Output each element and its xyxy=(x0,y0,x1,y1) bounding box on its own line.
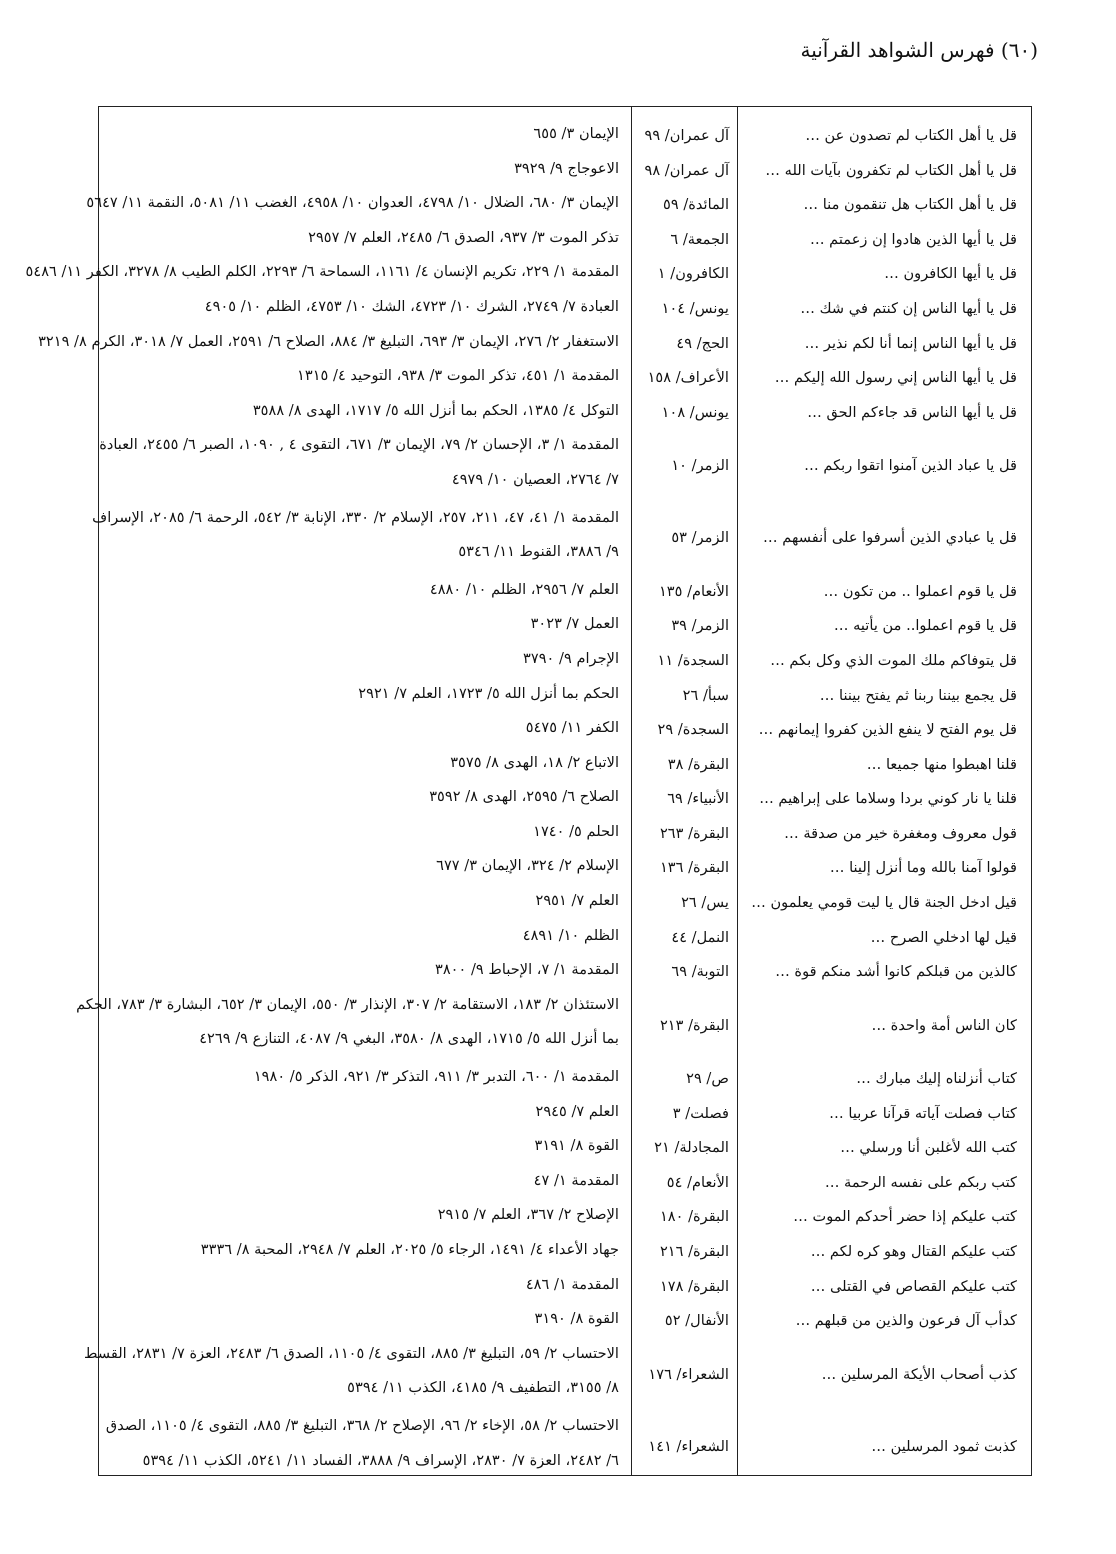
topic-line: تذكر الموت ٣/ ٩٣٧، الصدق ٦/ ٢٤٨٥، العلم ٧/ ٢٩٥٧ xyxy=(308,228,619,246)
ayah-fragment: قل يا عباد الذين آمنوا اتقوا ربكم … xyxy=(804,457,1017,475)
topic-line: الاتباع ٢/ ١٨، الهدى ٨/ ٣٥٧٥ xyxy=(450,753,619,771)
index-row xyxy=(99,644,1031,679)
sura-reference: الأنفال/ ٥٢ xyxy=(664,1312,729,1330)
sura-reference: ص/ ٢٩ xyxy=(686,1070,729,1088)
topic-line: ٨/ ٣١٥٥، التطفيف ٩/ ٤١٨٥، الكذب ١١/ ٥٣٩٤ xyxy=(347,1379,619,1397)
ayah-fragment: كتب الله لأغلبن أنا ورسلي … xyxy=(840,1139,1017,1157)
topic-line: الظلم ١٠/ ٤٨٩١ xyxy=(522,926,619,944)
topic-line: الاحتساب ٢/ ٥٩، التبليغ ٣/ ٨٨٥، التقوى ٤/ ١١٠٥، الصدق ٦/ ٢٤٨٣، العزة ٧/ ٢٨٣١، القسط xyxy=(83,1344,619,1362)
sura-reference: البقرة/ ١٨٠ xyxy=(659,1208,729,1226)
index-row xyxy=(99,955,1031,990)
sura-reference: فصلت/ ٣ xyxy=(672,1104,729,1122)
ayah-fragment: قل يا أيها الناس إني رسول الله إليكم … xyxy=(774,369,1017,387)
sura-reference: البقرة/ ٢١٣ xyxy=(659,1016,729,1034)
topic-references xyxy=(83,1344,619,1414)
ayah-fragment: قل يتوفاكم ملك الموت الذي وكل بكم … xyxy=(770,651,1017,669)
topic-line: العلم ٧/ ٢٩٥٦، الظلم ١٠/ ٤٨٨٠ xyxy=(429,580,619,598)
index-row xyxy=(99,1097,1031,1132)
ayah-fragment: قل يا أهل الكتاب هل تنقمون منا … xyxy=(803,196,1017,214)
index-row xyxy=(99,1235,1031,1270)
sura-reference: الزمر/ ٥٣ xyxy=(671,529,729,547)
ayah-fragment: كذب أصحاب الأيكة المرسلين … xyxy=(821,1365,1017,1383)
ayah-fragment: كتب عليكم القصاص في القتلى … xyxy=(810,1277,1017,1295)
index-row xyxy=(38,327,1031,362)
index-row xyxy=(99,748,1031,783)
index-row xyxy=(99,1062,1031,1097)
topic-line: الحكم بما أنزل الله ٥/ ١٧٢٣، العلم ٧/ ٢٩٢١ xyxy=(358,684,619,702)
index-row xyxy=(99,154,1031,189)
index-table xyxy=(25,106,1032,1476)
sura-reference: الكافرون/ ١ xyxy=(657,265,729,283)
sura-reference: الشعراء/ ١٤١ xyxy=(648,1437,729,1455)
index-row xyxy=(99,609,1031,644)
ayah-fragment: قل يا أيها الكافرون … xyxy=(884,265,1017,283)
sura-reference: السجدة/ ٢٩ xyxy=(657,721,729,739)
ayah-fragment: قل يا عبادي الذين أسرفوا على أنفسهم … xyxy=(763,529,1017,547)
topic-line: ٦/ ٢٤٨٢، العزة ٧/ ٢٨٣٠، الإسراف ٩/ ٣٨٨٨، الفساد ١١/ ٥٢٤١، الكذب ١١/ ٥٣٩٤ xyxy=(142,1451,619,1469)
ayah-fragment: قل يا قوم اعملوا.. من يأتيه … xyxy=(833,617,1017,635)
sura-reference: الأنبياء/ ٦٩ xyxy=(667,790,729,808)
ayah-fragment: قلنا اهبطوا منها جميعا … xyxy=(866,755,1017,773)
sura-reference: الحج/ ٤٩ xyxy=(676,334,729,352)
index-row xyxy=(99,361,1031,396)
topic-line: المقدمة ١/ ٢٢٩، تكريم الإنسان ٤/ ١١٦١، السماحة ٦/ ٢٢٩٣، الكلم الطيب ٨/ ٣٢٧٨، الكفر ١١/ ٥٤٨٦ xyxy=(25,263,619,281)
ayah-fragment: كتاب أنزلناه إليك مبارك … xyxy=(856,1070,1017,1088)
index-row xyxy=(99,575,1031,610)
ayah-fragment: كتب عليكم القتال وهو كره لكم … xyxy=(810,1243,1017,1260)
ayah-fragment: قل يا أهل الكتاب لم تكفرون بآيات الله … xyxy=(765,161,1017,179)
page-header xyxy=(800,38,1038,62)
sura-reference: المجادلة/ ٢١ xyxy=(654,1139,729,1157)
page-number: (٦٠) xyxy=(1000,38,1038,62)
ayah-fragment: قل يا أيها الذين هادوا إن زعمتم … xyxy=(809,230,1017,248)
topic-line: بما أنزل الله ٥/ ١٧١٥، الهدى ٨/ ٣٥٨٠، البغي ٩/ ٤٠٨٧، التنازع ٩/ ٤٢٦٩ xyxy=(199,1030,619,1048)
topic-line: الاستغفار ٢/ ٢٧٦، الإيمان ٣/ ٦٩٣، التبليغ ٣/ ٨٨٤، الصلاح ٦/ ٢٥٩١، العمل ٧/ ٣٠١٨، الكرم ٨/ ٣٢١٩ xyxy=(38,332,619,350)
topic-line: جهاد الأعداء ٤/ ١٤٩١، الرجاء ٥/ ٢٠٢٥، العلم ٧/ ٢٩٤٨، المحبة ٨/ ٣٣٣٦ xyxy=(200,1241,619,1258)
ayah-fragment: كالذين من قبلكم كانوا أشد منكم قوة … xyxy=(775,963,1017,981)
sura-reference: البقرة/ ٢٦٣ xyxy=(659,824,729,842)
index-row xyxy=(92,503,1031,575)
topic-line: المقدمة ١/ ٤١، ٤٧، ٢١١، ٢٥٧، الإسلام ٢/ ٣٣٠، الإنابة ٣/ ٥٤٢، الرحمة ٦/ ٢٠٨٥، الإسراف xyxy=(92,508,619,526)
ayah-fragment: قل يا أيها الناس إن كنتم في شك … xyxy=(800,299,1017,317)
index-row xyxy=(86,188,1031,223)
topic-line: العمل ٧/ ٣٠٢٣ xyxy=(530,615,619,633)
ayah-fragment: كتب عليكم إذا حضر أحدكم الموت … xyxy=(793,1208,1017,1226)
topic-line: العلم ٧/ ٢٩٥١ xyxy=(535,892,619,910)
topic-line: المقدمة ١/ ٦٠٠، التدبر ٣/ ٩١١، التذكر ٣/ ٩٢١، الذكر ٥/ ١٩٨٠ xyxy=(253,1068,619,1086)
index-row xyxy=(83,1339,1031,1411)
topic-line: الكفر ١١/ ٥٤٧٥ xyxy=(525,719,619,737)
ayah-fragment: قول معروف ومغفرة خير من صدقة … xyxy=(784,824,1017,842)
running-title: فهرس الشواهد القرآنية xyxy=(800,38,995,62)
sura-reference: الأعراف/ ١٥٨ xyxy=(647,369,729,387)
sura-reference: الجمعة/ ٦ xyxy=(670,230,729,248)
topic-line: المقدمة ١/ ٣، الإحسان ٢/ ٧٩، الإيمان ٣/ ٦٧١، التقوى ٤ , ١٠٩٠، الصبر ٦/ ٢٤٥٥، العبادة xyxy=(99,436,619,454)
topic-line: الاستئذان ٢/ ١٨٣، الاستقامة ٢/ ٣٠٧، الإنذار ٣/ ٥٥٠، الإيمان ٣/ ٦٥٢، البشارة ٣/ ٧٨٣، الحكم xyxy=(76,995,619,1013)
index-row xyxy=(99,119,1031,154)
ayah-fragment: قلنا يا نار كوني بردا وسلاما على إبراهيم … xyxy=(759,790,1017,808)
topic-line: التوكل ٤/ ١٣٨٥، الحكم بما أنزل الله ٥/ ١٧١٧، الهدى ٨/ ٣٥٨٨ xyxy=(252,401,619,419)
ayah-fragment: كدأب آل فرعون والذين من قبلهم … xyxy=(795,1312,1017,1330)
topic-line: المقدمة ١/ ٤٨٦ xyxy=(525,1275,619,1293)
topic-line: الحلم ٥/ ١٧٤٠ xyxy=(533,822,619,840)
topic-line: ٧/ ٢٧٦٤، العصيان ١٠/ ٤٩٧٩ xyxy=(451,470,619,488)
index-row xyxy=(99,817,1031,852)
index-row xyxy=(99,713,1031,748)
index-row xyxy=(99,1270,1031,1305)
sura-reference: الشعراء/ ١٧٦ xyxy=(648,1365,729,1383)
ayah-fragment: كان الناس أمة واحدة … xyxy=(871,1016,1017,1034)
topic-references xyxy=(99,436,619,505)
sura-reference: السجدة/ ١١ xyxy=(657,651,729,669)
sura-reference: الزمر/ ٣٩ xyxy=(671,617,729,635)
ayah-fragment: قل يوم الفتح لا ينفع الذين كفروا إيمانهم … xyxy=(758,721,1017,739)
index-row xyxy=(99,1200,1031,1235)
ayah-fragment: قل يا أيها الناس قد جاءكم الحق … xyxy=(807,403,1017,421)
topic-line: المقدمة ١/ ٤٧ xyxy=(533,1171,619,1189)
ayah-fragment: قولوا آمنا بالله وما أنزل إلينا … xyxy=(829,859,1017,877)
ayah-fragment: قل يا قوم اعملوا .. من تكون … xyxy=(823,582,1017,600)
index-rows xyxy=(25,119,1031,1483)
sura-reference: الأنعام/ ٥٤ xyxy=(666,1173,729,1191)
sura-reference: سبأ/ ٢٦ xyxy=(682,686,729,704)
sura-reference: التوبة/ ٦٩ xyxy=(671,963,729,981)
index-row xyxy=(99,1131,1031,1166)
index-row xyxy=(99,223,1031,258)
index-row xyxy=(99,1411,1031,1483)
ayah-fragment: كذبت ثمود المرسلين … xyxy=(871,1437,1017,1455)
ayah-fragment: قيل ادخل الجنة قال يا ليت قومي يعلمون … xyxy=(751,894,1017,912)
ayah-fragment: كتب ربكم على نفسه الرحمة … xyxy=(824,1173,1017,1191)
index-row xyxy=(99,886,1031,921)
index-row xyxy=(99,1304,1031,1339)
sura-reference: النمل/ ٤٤ xyxy=(671,928,729,946)
topic-line: العبادة ٧/ ٢٧٤٩، الشرك ١٠/ ٤٧٢٣، الشك ١٠/ ٤٧٥٣، الظلم ١٠/ ٤٩٠٥ xyxy=(204,297,619,315)
index-row xyxy=(99,782,1031,817)
topic-line: الإسلام ٢/ ٣٢٤، الإيمان ٣/ ٦٧٧ xyxy=(436,857,619,875)
topic-references xyxy=(92,508,619,578)
sura-reference: المائدة/ ٥٩ xyxy=(663,196,729,214)
sura-reference: الأنعام/ ١٣٥ xyxy=(658,582,729,600)
topic-line: الإصلاح ٢/ ٣٦٧، العلم ٧/ ٢٩١٥ xyxy=(437,1206,619,1224)
topic-line: الاحتساب ٢/ ٥٨، الإخاء ٢/ ٩٦، الإصلاح ٢/ ٣٦٨، التبليغ ٣/ ٨٨٥، التقوى ٤/ ١١٠٥، الصدق xyxy=(105,1416,619,1434)
topic-line: ٩/ ٣٨٨٦، القنوط ١١/ ٥٣٤٦ xyxy=(458,543,619,561)
ayah-fragment: كتاب فصلت آياته قرآنا عربيا … xyxy=(829,1104,1017,1122)
index-row xyxy=(76,990,1031,1062)
index-row xyxy=(99,396,1031,431)
topic-references xyxy=(107,1417,619,1486)
index-row xyxy=(99,921,1031,956)
index-row xyxy=(99,430,1031,502)
index-row xyxy=(99,851,1031,886)
ayah-fragment: قل يا أهل الكتاب لم تصدون عن … xyxy=(805,127,1017,144)
topic-line: القوة ٨/ ٣١٩١ xyxy=(534,1137,619,1155)
ayah-fragment: قل يجمع بيننا ربنا ثم يفتح بيننا … xyxy=(819,686,1017,704)
sura-reference: البقرة/ ٣٨ xyxy=(667,755,729,773)
sura-reference: الزمر/ ١٠ xyxy=(671,457,729,475)
sura-reference: البقرة/ ١٣٦ xyxy=(659,859,729,877)
sura-reference: يونس/ ١٠٨ xyxy=(661,403,729,421)
topic-line: الإيمان ٣/ ٦٨٠، الضلال ١٠/ ٤٧٩٨، العدوان ١٠/ ٤٩٥٨، الغضب ١١/ ٥٠٨١، النقمة ١١/ ٥٦٤٧ xyxy=(86,194,619,212)
sura-reference: يس/ ٢٦ xyxy=(681,894,729,912)
topic-line: الإجرام ٩/ ٣٧٩٠ xyxy=(523,649,619,667)
topic-line: المقدمة ١/ ٤٥١، تذكر الموت ٣/ ٩٣٨، التوحيد ٤/ ١٣١٥ xyxy=(297,367,619,385)
index-row xyxy=(99,1166,1031,1201)
ayah-fragment: قل يا أيها الناس إنما أنا لكم نذير … xyxy=(804,334,1017,352)
topic-line: الاعوجاج ٩/ ٣٩٢٩ xyxy=(514,159,619,177)
index-row xyxy=(25,257,1031,292)
topic-line: القوة ٨/ ٣١٩٠ xyxy=(534,1310,619,1328)
topic-line: الصلاح ٦/ ٢٥٩٥، الهدى ٨/ ٣٥٩٢ xyxy=(429,788,619,806)
sura-reference: آل عمران/ ٩٩ xyxy=(644,127,729,144)
sura-reference: آل عمران/ ٩٨ xyxy=(644,161,729,179)
topic-references xyxy=(76,995,619,1065)
topic-line: العلم ٧/ ٢٩٤٥ xyxy=(535,1102,619,1120)
ayah-fragment: قيل لها ادخلي الصرح … xyxy=(870,928,1017,946)
sura-reference: البقرة/ ١٧٨ xyxy=(659,1277,729,1295)
topic-line: الإيمان ٣/ ٦٥٥ xyxy=(533,125,619,142)
sura-reference: يونس/ ١٠٤ xyxy=(661,299,729,317)
index-row xyxy=(99,292,1031,327)
index-row xyxy=(99,679,1031,714)
sura-reference: البقرة/ ٢١٦ xyxy=(659,1243,729,1260)
topic-line: المقدمة ١/ ٧، الإحباط ٩/ ٣٨٠٠ xyxy=(434,961,619,979)
